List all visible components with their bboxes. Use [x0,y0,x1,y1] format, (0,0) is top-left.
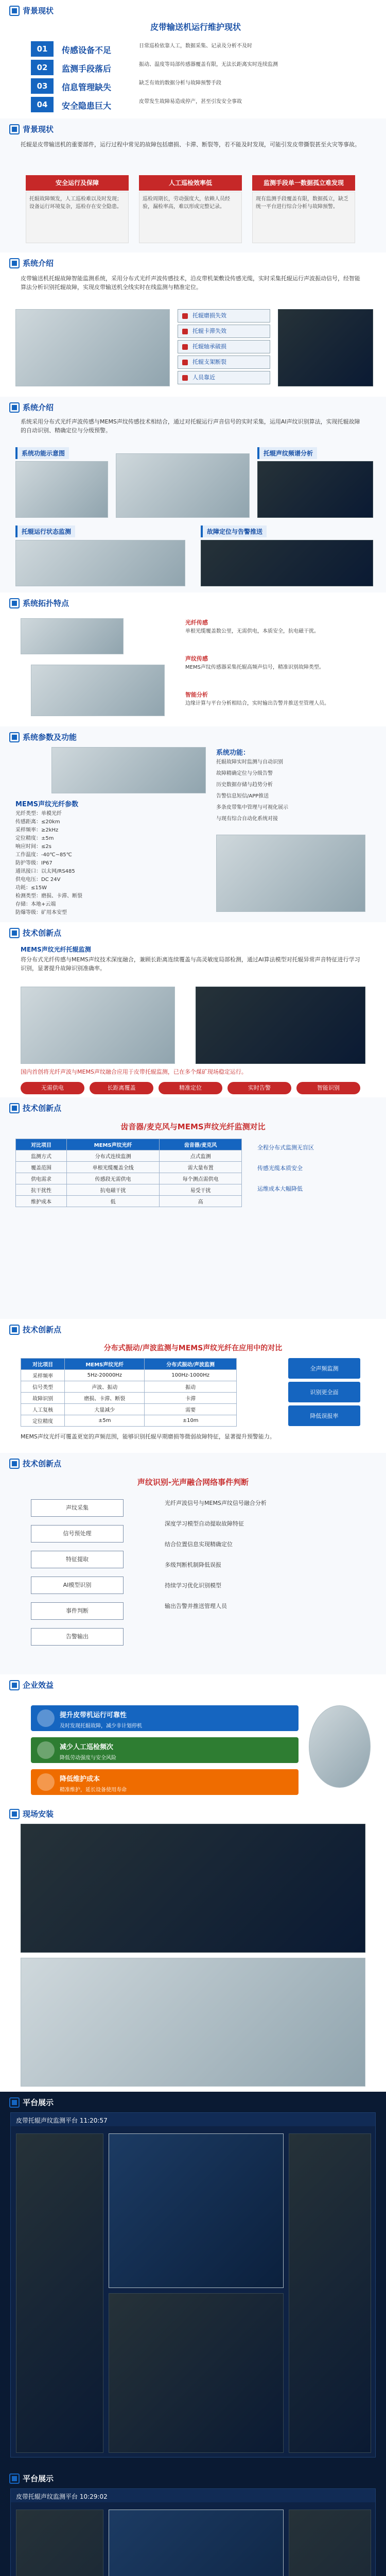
table-cell: 抗干扰性 [16,1184,67,1196]
right-panel [289,2510,371,2576]
flow-point: 多级判断机制降低误报 [165,1562,221,1568]
table-row [21,1393,237,1404]
section-topology [0,592,386,726]
table-cell: 传感段无需供电 [67,1173,160,1184]
table-row [16,1196,242,1207]
benefit-illustration [309,1705,371,1788]
item-desc: 缺乏有效的数据分析与故障预警手段 [139,80,221,86]
section-header [9,1808,54,1819]
screen-time: 10:29:02 [79,2493,108,2500]
table-row [21,1415,237,1427]
table-cell: 覆盖范围 [16,1162,67,1173]
flow-step: 信号预处理 [31,1525,124,1543]
left-panel [16,2133,103,2453]
section-title: 技术创新点 [23,1459,62,1468]
item-desc: 振动、温度等局部传感器覆盖有限，无法长距离实时连续监测 [139,62,278,67]
spectrum-chart-image [257,461,373,518]
monitor-image [15,540,185,586]
benefit-title: 减少人工巡检频次 [60,1743,114,1751]
sensor-images [21,987,175,1064]
flow-point: 深度学习模型自动提取故障特征 [165,1520,244,1527]
flow-point: 光纤声波信号与MEMS声纹信号融合分析 [165,1500,267,1506]
comparison-banner: 齿音器/麦克风与MEMS声纹光纤监测对比 [120,1122,266,1131]
param-item: 防爆等级：矿用本安型 [15,910,67,916]
section-icon [9,2097,20,2108]
item-name: 安全隐患巨大 [62,101,112,111]
legend-item: 托辊卡滞失效 [178,325,270,338]
section-header [9,258,54,268]
section-icon [9,598,20,608]
benefit-icon [37,1709,55,1727]
section-icon [9,928,20,938]
section-platform-1 [0,2092,386,2468]
param-item: 采样频率：≥2kHz [15,827,59,833]
benefit-icon [37,1741,55,1759]
flow-step: 告警输出 [31,1628,124,1646]
legend-item: 托辊支架断裂 [178,355,270,369]
section-title: 平台展示 [23,2098,54,2107]
screen-title: 皮带托辊声纹监测平台 [16,2117,78,2124]
legend-item: 托辊磨损失效 [178,309,270,323]
table-row [16,1162,242,1173]
section-icon [9,1809,20,1819]
section-header [9,927,61,938]
p1-title: 托辊运行状态监测 [15,526,75,537]
table-cell: 每个测点需供电 [160,1173,242,1184]
conveyor-3d-image [15,309,170,386]
flow-step: 声纹采集 [31,1499,124,1517]
section-icon [9,1459,20,1469]
flow-banner: 声纹识别-光声融合网络事件判断 [137,1478,249,1487]
feature-tag: 智能分析 [185,691,208,698]
innovation-tag: 无需供电 [21,1082,84,1094]
table-cell: 分布式连续监测 [67,1150,160,1162]
screen-title: 皮带托辊声纹监测平台 [16,2493,78,2500]
table-cell: 卡滞 [145,1393,237,1404]
table-cell: 监测方式 [16,1150,67,1162]
param-item: 通讯接口：以太网/RS485 [15,869,75,874]
problem-card-body: 巡检周期长，劳动强度大，依赖人员经验，漏检率高，难以形成完整记录。 [139,192,242,243]
param-item: 检测类型：磨损、卡滞、断裂 [15,893,82,899]
section-icon [9,1103,20,1113]
table-cell: 抗电磁干扰 [67,1184,160,1196]
highlight-tile: 全声频监测 [288,1358,360,1379]
section-innovation-4 [0,1453,386,1674]
function-item: 多条皮带集中管理与可视化展示 [216,805,288,810]
benefit-sub: 精准维护，延长设备使用寿命 [60,1787,127,1793]
table-cell: 人工复核 [21,1404,65,1415]
table-header-cell: 对比项目 [21,1359,65,1370]
table-row [16,1173,242,1184]
item-number: 01 [31,41,54,57]
host-device-image [21,618,124,654]
table-cell: 维护成本 [16,1196,67,1207]
params-title: MEMS声纹光纤参数 [15,801,79,808]
legend-item: 人员靠近 [178,371,270,384]
problem-card-head: 人工巡检效率低 [139,175,242,191]
table-header-row [21,1359,237,1370]
table-cell: 振动 [145,1381,237,1393]
table-header-cell: MEMS声纹光纤 [65,1359,145,1370]
table-cell: 易受干扰 [160,1184,242,1196]
banner-title: 皮带输送机运行维护现状 [150,22,241,32]
section-icon [9,1680,20,1690]
section-header [9,732,77,742]
problem-card-head: 安全运行及保障 [26,175,129,191]
section-title: 系统参数及功能 [23,733,77,742]
table-header-cell: 分布式振动/声波监测 [145,1359,237,1370]
benefit-sub: 及时发现托辊故障，减少非计划停机 [60,1723,142,1729]
screen-title-bar [11,2113,375,2126]
benefit-item [31,1769,299,1795]
section-header [9,2473,54,2484]
highlight-tile: 降低误报率 [288,1405,360,1426]
benefit-item [31,1705,299,1731]
item-desc: 日常巡检依靠人工，数据采集、记录及分析不及时 [139,43,252,49]
intro-text: 托辊是皮带输送机的重要部件，运行过程中常见的故障包括磨损、卡滞、断裂等，若不能及时发现，可能引发皮带撕裂甚至火灾等事故。 [21,141,360,148]
section-header [9,1458,61,1469]
section-icon [9,732,20,742]
section-title: 技术创新点 [23,928,62,938]
benefit-sub: 降低劳动强度与安全风险 [60,1755,116,1761]
section-icon [9,258,20,268]
comparison-footnote: MEMS声纹光纤可覆盖更宽的声频范围，能够识别托辊早期磨损等微弱故障特征，显著提升预警能力。 [21,1433,275,1440]
installation-photo-1 [21,1824,365,1953]
table-cell: 磨损、卡滞、断裂 [65,1393,145,1404]
section-title: 系统拓扑特点 [23,599,69,608]
topology-diagram [31,665,165,716]
item-name: 监测手段落后 [62,64,112,74]
belt-image [116,453,250,518]
platform-screen [10,2112,376,2458]
param-item: 供电电压：DC 24V [15,877,61,883]
section-header [9,1324,61,1335]
benefit-title: 降低维护成本 [60,1775,100,1783]
table-row [16,1184,242,1196]
section-idler-problems [0,118,386,252]
table-cell: 定位精度 [21,1415,65,1427]
flow-step: AI模型识别 [31,1577,124,1594]
comparison-table [21,1358,237,1427]
section-header [9,598,69,608]
innovation-tag: 长距离覆盖 [90,1082,153,1094]
p2-title: 故障定位与告警推送 [201,526,267,537]
section-platform-2 [0,2468,386,2576]
param-item: 防护等级：IP67 [15,860,52,866]
section-title: 技术创新点 [23,1104,62,1113]
param-item: 响应时间：≤2s [15,844,51,850]
section-background-status [0,0,386,118]
feature-tag: 声纹传感 [185,655,208,662]
function-item: 故障精确定位与分级告警 [216,771,273,776]
table-header-cell: MEMS声纹光纤 [67,1139,160,1150]
platform-screen [10,2488,376,2576]
flow-point: 持续学习优化识别模型 [165,1582,221,1589]
table-cell: 信号类型 [21,1381,65,1393]
table-cell: 供电需求 [16,1173,67,1184]
benefit-icon [37,1773,55,1791]
section-innovation-1 [0,922,386,1097]
table-row [21,1404,237,1415]
section-installation [0,1803,386,2092]
item-number: 02 [31,60,54,75]
innovation-tag: 实时告警 [227,1082,291,1094]
table-cell: 5Hz-20000Hz [65,1370,145,1381]
innovation-tag: 智能识别 [296,1082,360,1094]
param-item: 定位精度：±5m [15,836,54,841]
right-panel [289,2133,371,2453]
section-title: 背景现状 [23,125,54,134]
table-cell: 100Hz-1000Hz [145,1370,237,1381]
section-header [9,402,54,413]
screen-time: 11:20:57 [79,2117,108,2124]
section-icon [9,6,20,16]
feature-text: MEMS声纹传感器采集托辊高频声信号，精准识别故障类型。 [185,665,324,670]
table-cell: 高 [160,1196,242,1207]
note-item: 运维成本大幅降低 [257,1185,303,1192]
section-innovation-2 [0,1097,386,1319]
section-title: 平台展示 [23,2474,54,2483]
note-item: 传感光缆本质安全 [257,1165,303,1172]
param-item: 存储：本地+云端 [15,902,56,907]
innovation-note: 国内首创将光纤声波与MEMS声纹融合应用于皮带托辊监测，已在多个煤矿现场稳定运行。 [21,1069,247,1075]
section-header [9,1680,54,1690]
problem-card-body: 现有监测手段覆盖有限，数据孤立，缺乏统一平台进行综合分析与故障预警。 [252,192,355,243]
section-icon [9,1325,20,1335]
param-item: 工作温度：-40℃~85℃ [15,852,72,858]
innovation-text: 将分布式光纤传感与MEMS声纹技术深度融合，兼顾长距离连续覆盖与高灵敏度局部检测，通过AI算法模型对托辊异常声音特征进行学习识别，显著提升故障识别准确率。 [21,956,360,972]
section-title: 现场安装 [23,1809,54,1819]
section-title: 企业效益 [23,1681,54,1690]
panel-a-title: 系统功能示意图 [15,447,69,459]
flow-step: 特征提取 [31,1551,124,1568]
section-parameters [0,726,386,922]
functions-title: 系统功能： [216,749,250,757]
highlight-tile: 识别更全面 [288,1382,360,1402]
site-photo [278,309,373,386]
table-cell: 需要 [145,1404,237,1415]
section-header [9,2097,54,2108]
innovation-tag: 精准定位 [159,1082,222,1094]
fiber-image [196,987,365,1064]
table-row [21,1381,237,1393]
item-number: 03 [31,78,54,94]
left-panel [16,2510,103,2576]
table-header-cell: 齿音器/麦克风 [160,1139,242,1150]
device-image [216,835,365,912]
function-item: 告警信息短信/APP推送 [216,793,269,799]
table-header-cell: 对比项目 [16,1139,67,1150]
main-view [109,2133,284,2288]
table-cell: 大量减少 [65,1404,145,1415]
table-row [16,1150,242,1162]
table-cell: 点式监测 [160,1150,242,1162]
innovation-head: MEMS声纹光纤托辊监测 [21,946,91,953]
intro-text: 系统采用分布式光纤声波传感与MEMS声纹传感技术相结合，通过对托辊运行声音信号的实时采集，运用AI声纹识别算法，实现托辊故障的自动识别、精确定位与分级预警。 [21,418,360,434]
legend-item: 托辊轴承破损 [178,340,270,353]
section-icon [9,124,20,134]
item-name: 信息管理缺失 [62,82,112,92]
table-cell: 需大量布置 [160,1162,242,1173]
section-title: 背景现状 [23,6,54,15]
table-cell: 声波、振动 [65,1381,145,1393]
diagram-image [15,461,108,518]
function-item: 托辊故障实时监测与自动识别 [216,759,283,765]
item-desc: 皮带发生故障易造成停产，甚至引发安全事故 [139,99,242,105]
section-innovation-3 [0,1319,386,1453]
table-cell: ±10m [145,1415,237,1427]
benefit-title: 提升皮带机运行可靠性 [60,1711,127,1719]
flow-point: 结合位置信息实现精确定位 [165,1541,233,1548]
table-row [21,1370,237,1381]
flow-point: 输出告警并推送管理人员 [165,1603,227,1609]
comparison-table [15,1139,242,1207]
table-cell: 采样频率 [21,1370,65,1381]
bottom-panel [109,2293,284,2453]
conveyor-image [51,747,206,793]
section-title: 技术创新点 [23,1325,62,1334]
table-cell: 低 [67,1196,160,1207]
item-name: 传感设备不足 [62,45,112,55]
section-header [9,5,54,16]
problem-card-head: 监测手段单一数据孤立难发现 [252,175,355,191]
section-icon [9,402,20,413]
flow-step: 事件判断 [31,1602,124,1620]
feature-text: 边缘计算与平台分析相结合，实时输出告警并推送至管理人员。 [185,701,329,706]
function-item: 历史数据存储与趋势分析 [216,782,273,788]
screen-title-bar [11,2489,375,2502]
comparison-banner: 分布式振动/声波监测与MEMS声纹光纤在应用中的对比 [103,1344,283,1352]
section-system-intro [0,252,386,397]
section-header [9,124,54,134]
alarm-image [201,540,373,586]
param-item: 功耗：≤15W [15,885,47,891]
benefit-item [31,1737,299,1763]
problem-card-body: 托辊故障频发，人工巡检难以及时发现；设备运行环境复杂，巡检存在安全隐患。 [26,192,129,243]
note-item: 全程分布式监测无盲区 [257,1144,314,1151]
section-title: 系统介绍 [23,403,54,412]
table-cell: 单根光缆覆盖全线 [67,1162,160,1173]
table-cell: ±5m [65,1415,145,1427]
section-system-function [0,397,386,592]
section-header [9,1103,61,1113]
section-icon [9,2473,20,2484]
section-benefits [0,1674,386,1803]
table-cell: 故障识别 [21,1393,65,1404]
panel-b-title: 托辊声纹频谱分析 [257,447,317,459]
installation-photo-2 [21,1958,365,2087]
param-item: 光纤类型：单模光纤 [15,811,62,817]
system-description: 皮带输送机托辊故障智能监测系统，采用分布式光纤声波传感技术，沿皮带机架敷设传感光缆，实时采集托辊运行声波振动信号，经智能算法分析识别托辊故障，实现皮带输送机全线实时在线监测与精准定位。 [21,275,360,291]
function-item: 与现有综合自动化系统对接 [216,816,278,822]
section-title: 系统介绍 [23,259,54,268]
feature-text: 单根光缆覆盖数公里，无需供电，本质安全，抗电磁干扰。 [185,629,319,634]
table-header-row [16,1139,242,1150]
feature-tag: 光纤传感 [185,619,208,626]
param-item: 传感距离：≤20km [15,819,60,825]
main-view [109,2510,284,2576]
item-number: 04 [31,97,54,112]
